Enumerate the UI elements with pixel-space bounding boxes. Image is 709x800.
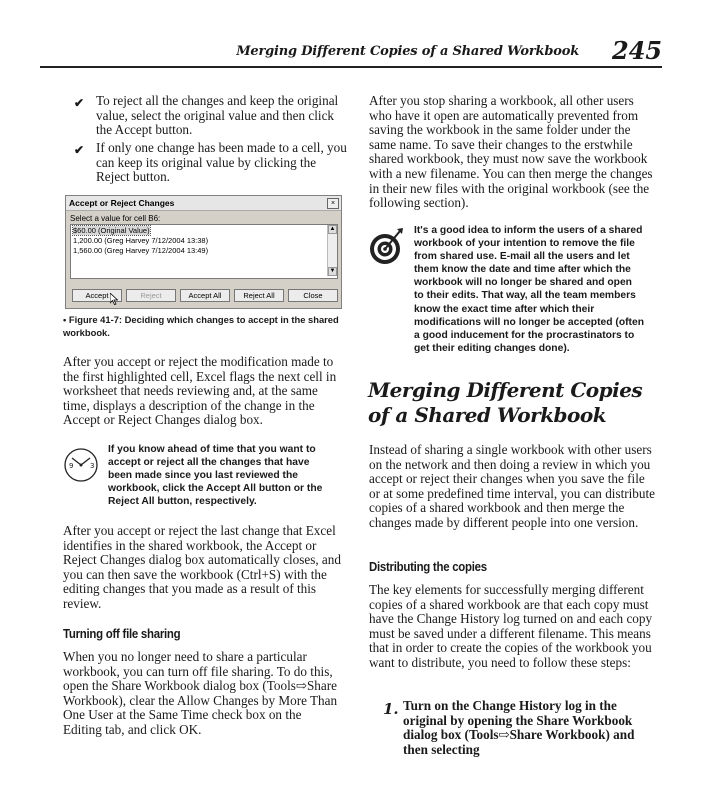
tip-text: If you know ahead of time that you want to accept or reject all the changes that have been made since you last reviewed the workbook, click the Accept All button or the Reject All button, respectively.	[108, 444, 323, 508]
accept-reject-dialog	[65, 195, 342, 309]
list-item[interactable]: 1,560.00 (Greg Harvey 7/12/2004 13:49)	[73, 246, 209, 255]
bullet-item: To reject all the changes and keep the original value, select the original value and then click the Accept button.	[96, 93, 339, 138]
clock-tip-icon	[62, 446, 100, 484]
dialog-title-bar	[66, 196, 341, 211]
dialog-prompt: Select a value for cell B6:	[70, 214, 161, 223]
tip-text: It's a good idea to inform the users of a shared workbook of your intention to remove the file from shared use. E-mail all the users and let them know the date and time after which the workbook will no longer be shared and open to their edits. That way, all the team members know the exact time after which their modifications will no longer be accepted (often a good inducement for the procrastinators to get their editing changes done).	[414, 225, 644, 354]
figure-label: • Figure 41-7:	[63, 314, 123, 325]
section-title: Merging Different Copies of a Shared Workbook	[368, 378, 643, 427]
scroll-down-icon[interactable]: ▼	[329, 268, 336, 274]
check-bullet-icon: ✔	[74, 143, 85, 157]
listbox-scrollbar[interactable]	[327, 225, 337, 276]
header-rule	[40, 66, 662, 68]
step-number: 1.	[383, 700, 399, 718]
value-listbox[interactable]	[70, 224, 338, 279]
svg-text:3: 3	[90, 462, 95, 470]
body-paragraph: Instead of sharing a single workbook with other users on the network and then doing a review in which you accept or reject their changes when you save the file or at some predefined time interval, you can distribute copies of a shared workbook and then merge the changes made by different people into one version.	[369, 442, 656, 530]
figure-caption	[63, 313, 353, 339]
scroll-up-icon[interactable]: ▲	[329, 226, 336, 232]
accept-button[interactable]: Accept	[72, 289, 122, 302]
body-paragraph: When you no longer need to share a particular workbook, you can turn off file sharing. To do this, open the Share Workbook dialog box (Tools⇨Share Workbook), clear the Allow Changes by More Than One User at the Same Time check box on the Editing tab, and click OK.	[63, 649, 338, 737]
mouse-pointer-icon	[110, 293, 118, 305]
svg-text:9: 9	[69, 462, 74, 470]
bullet-item: If only one change has been made to a cell, you can keep its original value by clicking the Reject button.	[96, 140, 347, 185]
step-text: Turn on the Change History log in the original by opening the Share Workbook dialog box (Tools⇨Share Workbook) and then selecting	[403, 698, 635, 757]
list-item[interactable]: $60.00 (Original Value)	[73, 226, 150, 235]
body-paragraph: After you accept or reject the last change that Excel identifies in the shared workbook, the Accept or Reject Changes dialog box automatically closes, and you can then save the workbook (Ctrl+S) with the editing changes that you made as a result of this review.	[63, 523, 341, 611]
subheading: Distributing the copies	[369, 559, 487, 574]
subheading: Turning off file sharing	[63, 626, 181, 641]
target-tip-icon	[366, 226, 406, 266]
figure-caption-text: Deciding which changes to accept in the shared workbook.	[63, 314, 339, 338]
running-head: Merging Different Copies of a Shared Workbook	[236, 44, 579, 59]
body-paragraph: After you stop sharing a workbook, all other users who have it open are automatically prevented from saving the workbook in the same folder under the same name. To save their changes to the erstwhile shared workbook, they must now save the workbook with a new filename. You can then merge the changes in their new files with the original workbook (see the following section).	[369, 93, 653, 211]
close-button[interactable]: Close	[288, 289, 338, 302]
check-bullet-icon: ✔	[74, 96, 85, 110]
list-item[interactable]: 1,200.00 (Greg Harvey 7/12/2004 13:38)	[73, 236, 209, 245]
page-number: 245	[612, 36, 663, 65]
dialog-title: Accept or Reject Changes	[69, 198, 175, 208]
reject-all-button[interactable]: Reject All	[234, 289, 284, 302]
accept-all-button[interactable]: Accept All	[180, 289, 230, 302]
body-paragraph: The key elements for successfully merging different copies of a shared workbook are that each copy must have the Change History log turned on and each copy must be saved under a different filename. This means that in order to create the copies of the workbook you want to distribute, you need to follow these steps:	[369, 582, 653, 670]
close-icon[interactable]: ×	[327, 198, 339, 209]
body-paragraph: After you accept or reject the modification made to the first highlighted cell, Excel flags the next cell in worksheet that needs reviewing and, at the same time, displays a description of the change in the Accept or Reject Changes dialog box.	[63, 354, 337, 428]
reject-button[interactable]: Reject	[126, 289, 176, 302]
